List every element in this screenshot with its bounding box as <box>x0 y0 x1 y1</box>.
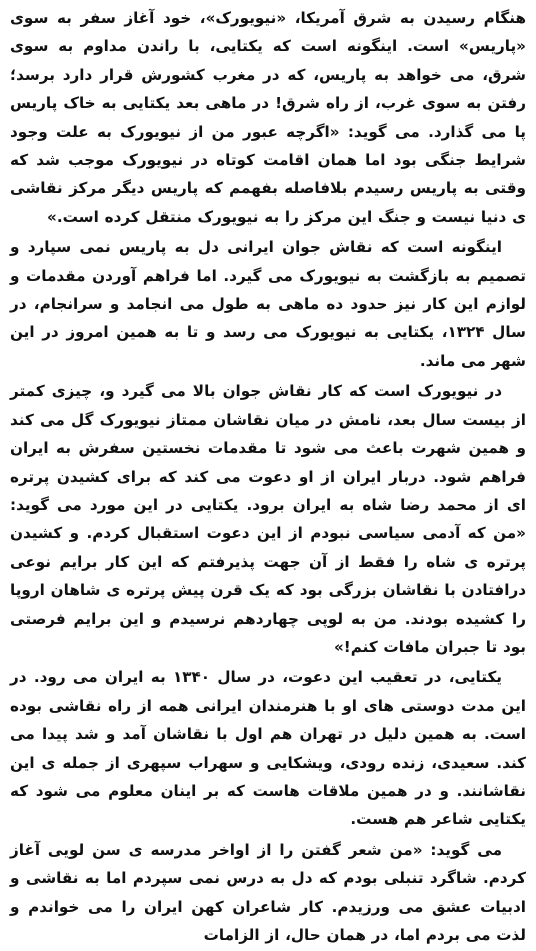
paragraph: اینگونه است که نقاش جوان ایرانی دل به پاریس نمی سپارد و تصمیم به بازگشت به نیویورک می گیرد. اما فراهم آوردن مقدمات و لوازم این کار نیز حدود ده ماهی به طول می انجامد و سرانجام، در سال ۱۳۲۴، یکتایی به نیویورک می رسد و تا به همین امروز در این شهر می ماند. <box>10 238 526 370</box>
paragraph: یکتایی، در تعقیب این دعوت، در سال ۱۳۴۰ به ایران می رود. در این مدت دوستی های او با هنرمندان ایرانی همه از راه نقاشی بوده است. به همین دلیل در تهران هم اول با نقاشان آمد و شد پیدا می کند. سعیدی، زنده رودی، ویشکایی و سهراب سپهری از جمله ی این نقاشانند. و در همین ملاقات هاست که بر اینان معلوم می شود که یکتایی شاعر هم هست. <box>10 668 526 829</box>
paragraph: هنگام رسیدن به شرق آمریکا، «نیویورک»، خود آغاز سفر به سوی «پاریس» است. اینگونه است که یکتایی، با راندن مداوم به سوی شرق، می خواهد به پاریس، که در مغرب کشورش قرار دارد برسد؛ رفتن به سوی غرب، از راه شرق! در ماهی بعد یکتایی به خاک پاریس پا می گذارد. می گوید: «اگرچه عبور من از نیویورک به علت وجود شرایط جنگی بود اما همان اقامت کوتاه در نیویورک موجب شد که وقتی به پاریس رسیدم بلافاصله بفهمم که پاریس دیگر مرکز نقاشی ی دنیا نیست و جنگ این مرکز را به نیویورک منتقل کرده است.» <box>10 9 526 226</box>
paragraph: می گوید: «من شعر گفتن را از اواخر مدرسه ی سن لویی آغاز کردم. شاگرد تنبلی بودم که دل به درس نمی سپردم اما به نقاشی و ادبیات عشق می ورزیدم. کار شاعران کهن ایران را می خواندم و لذت می بردم اما، در همان حال، از الزامات <box>10 840 526 944</box>
text-body <box>10 4 526 951</box>
paragraph: در نیویورک است که کار نقاش جوان بالا می گیرد و، چیزی کمتر از بیست سال بعد، نامش در میان نقاشان ممتاز نیویورک گل می کند و همین شهرت باعث می شود تا مقدمات نخستین سفرش به ایران فراهم شود. دربار ایران از او دعوت می کند که برای کشیدن پرتره ای از محمد رضا شاه به ایران برود. یکتایی در این مورد می گوید: «من که آدمی سیاسی نبودم از این دعوت استقبال کردم. و کشیدن پرتره ی شاه را فقط از آن جهت پذیرفتم که این کار برایم نوعی درافتادن با نقاشان بزرگی بود که یک قرن پیش پرتره ی شاهان اروپا را کشیده بودند. من به لوپی چهاردهم نرسیدم و این برایم فرصتی بود تا جبران مافات کنم!» <box>10 382 526 656</box>
